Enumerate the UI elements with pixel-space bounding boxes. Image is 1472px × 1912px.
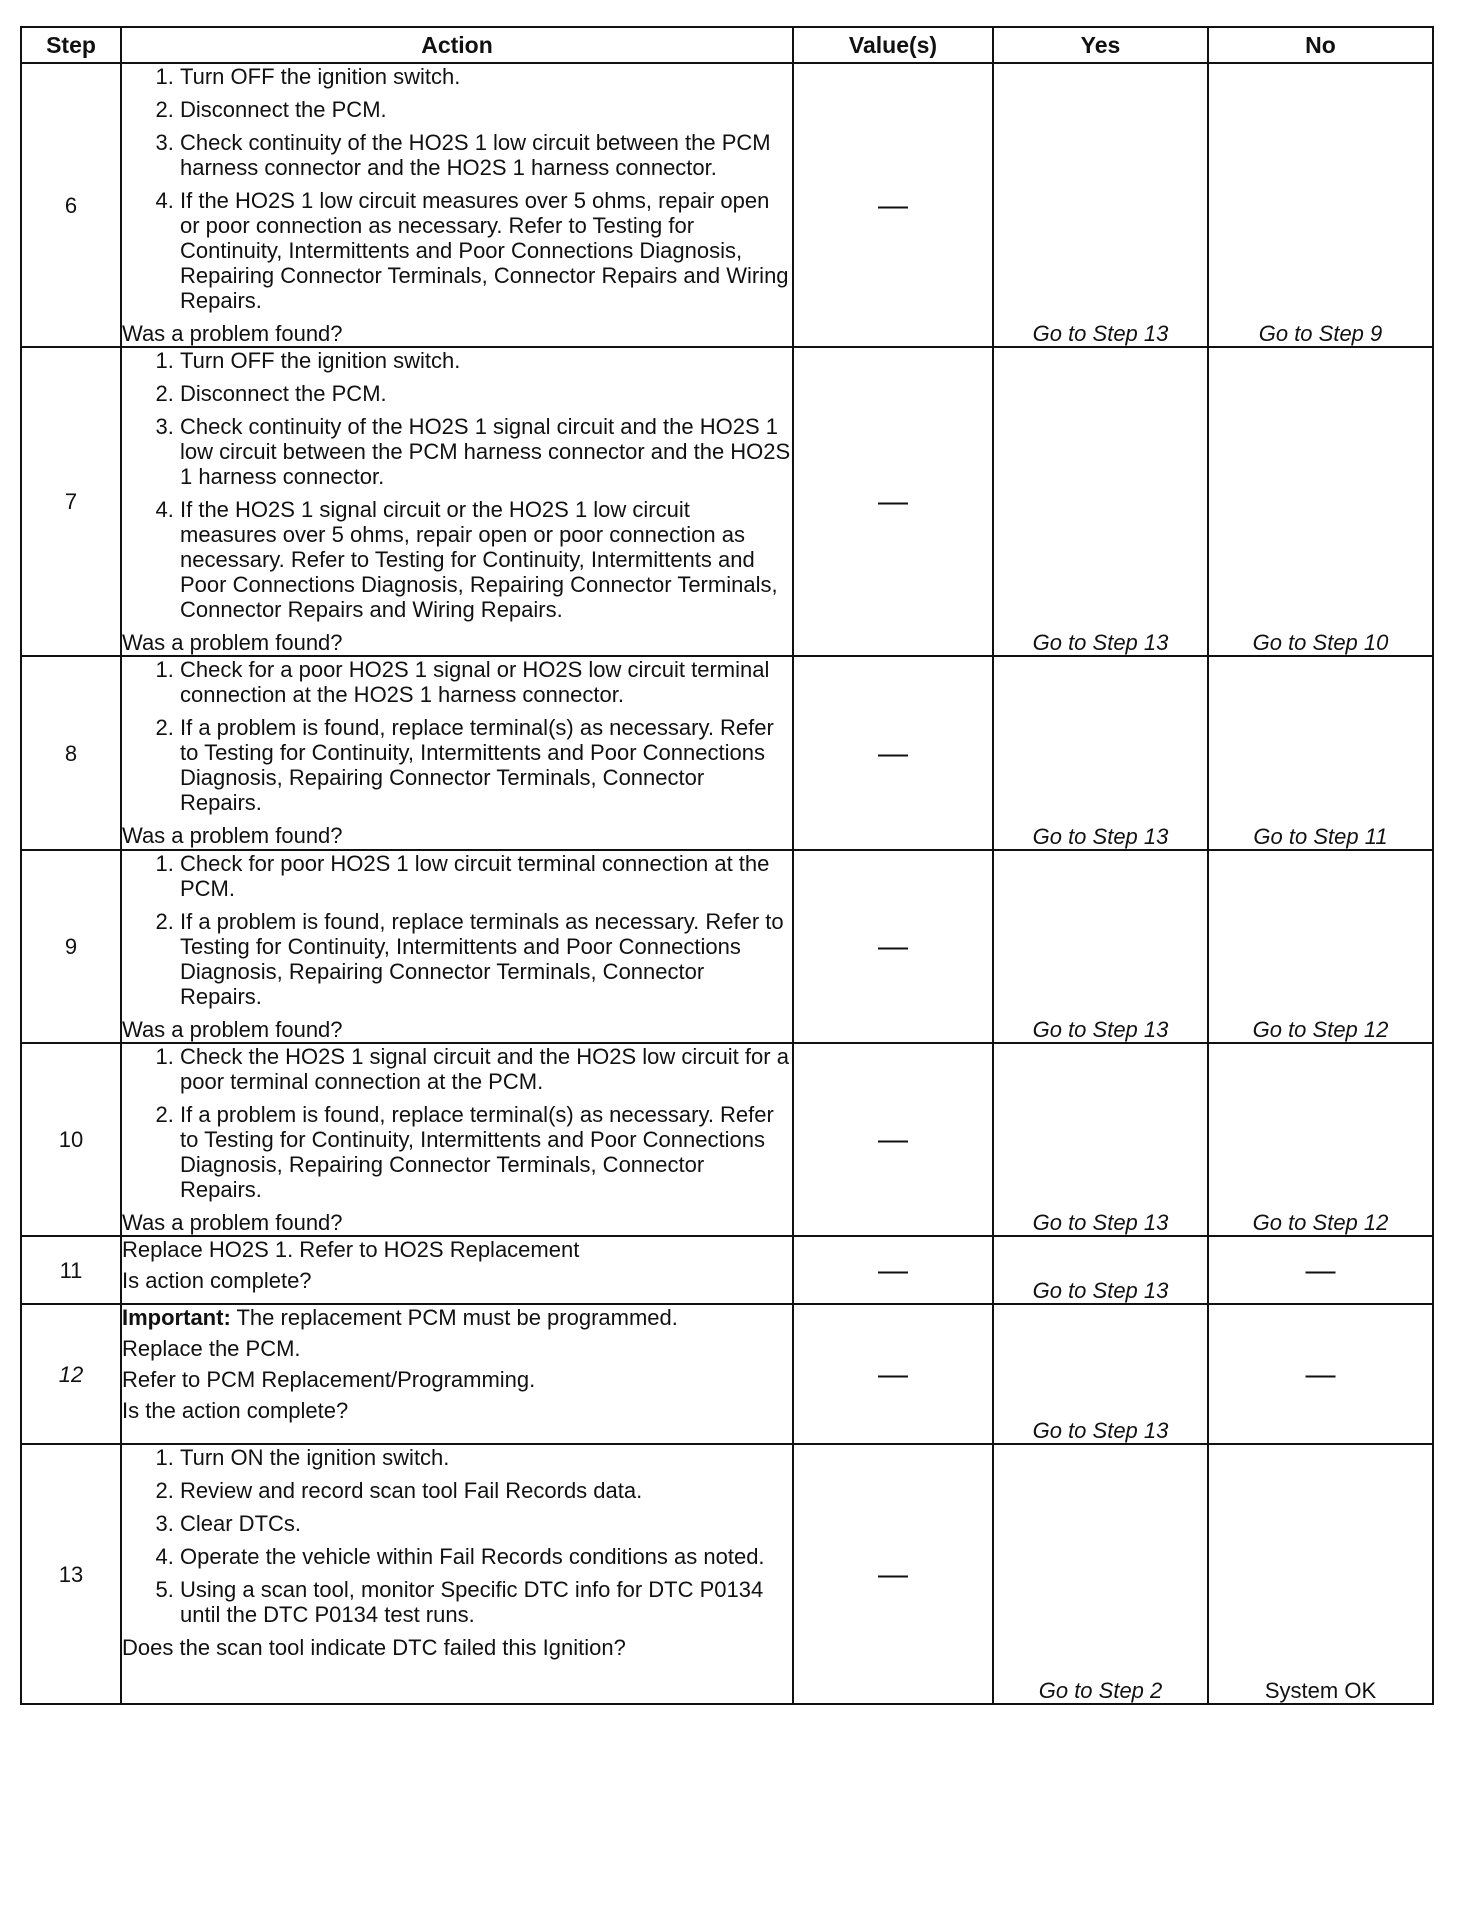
important-note	[122, 1305, 792, 1330]
step-number: 9	[21, 850, 121, 1043]
header-action: Action	[121, 27, 793, 63]
header-step: Step	[21, 27, 121, 63]
table-row-step-7	[21, 347, 1433, 656]
list-item: 4. If the HO2S 1 signal circuit or the HO2S 1 low circuit measures over 5 ohms, repair open or poor connection as necessary. Refer to Testing for Continuity, Intermittents and Poor Connections Diagnosis, Repairing Connector Terminals, Connector Repairs and Wiring Repairs.	[180, 497, 792, 622]
important-text: The replacement PCM must be programmed.	[230, 1305, 678, 1330]
action-list	[122, 1044, 792, 1202]
question-text: Was a problem found?	[122, 1017, 343, 1042]
no-link: Go to Step 10	[1252, 630, 1389, 655]
action-list	[122, 64, 792, 313]
question-text: Was a problem found?	[122, 823, 343, 848]
no-cell	[1208, 850, 1433, 1043]
question-text: Was a problem found?	[122, 1210, 343, 1235]
action-reference: Refer to PCM Replacement/Programming.	[122, 1367, 536, 1392]
yes-cell	[993, 1236, 1208, 1304]
step-number: 8	[21, 656, 121, 850]
step-number: 12	[21, 1304, 121, 1444]
no-cell	[1208, 347, 1433, 656]
no-cell	[1208, 1444, 1433, 1704]
table-row-step-9	[21, 850, 1433, 1043]
value-cell: —	[793, 1236, 993, 1304]
header-row	[21, 27, 1433, 63]
list-item: 1. Turn OFF the ignition switch.	[180, 64, 792, 89]
value-cell: —	[793, 1043, 993, 1236]
header-yes: Yes	[993, 27, 1208, 63]
yes-cell	[993, 347, 1208, 656]
no-link: Go to Step 11	[1253, 824, 1388, 849]
value-cell: —	[793, 1444, 993, 1704]
table-row-step-13	[21, 1444, 1433, 1704]
list-item: 2. If a problem is found, replace terminal(s) as necessary. Refer to Testing for Continuity, Intermittents and Poor Connections Diagnosis, Repairing Connector Terminals, Connector Repairs.	[180, 1102, 792, 1202]
yes-cell	[993, 1043, 1208, 1236]
value-cell: —	[793, 850, 993, 1043]
yes-cell	[993, 63, 1208, 347]
no-cell	[1208, 63, 1433, 347]
step-number: 11	[21, 1236, 121, 1304]
list-item: 1. Check for a poor HO2S 1 signal or HO2S low circuit terminal connection at the HO2S 1 harness connector.	[180, 657, 792, 707]
action-cell	[121, 1236, 793, 1304]
yes-cell	[993, 1304, 1208, 1444]
question-text: Is action complete?	[122, 1268, 312, 1293]
action-cell	[121, 63, 793, 347]
action-list	[122, 348, 792, 622]
no-link: Go to Step 9	[1258, 321, 1383, 346]
yes-cell	[993, 656, 1208, 850]
yes-link: Go to Step 13	[1032, 1278, 1169, 1303]
no-cell	[1208, 1304, 1433, 1444]
action-text: Replace the PCM.	[122, 1336, 301, 1361]
action-list	[122, 657, 792, 815]
step-number: 6	[21, 63, 121, 347]
step-number: 7	[21, 347, 121, 656]
question-text: Does the scan tool indicate DTC failed this Ignition?	[122, 1635, 626, 1660]
yes-link: Go to Step 13	[1032, 1418, 1169, 1443]
yes-cell	[993, 850, 1208, 1043]
list-item: 2. If a problem is found, replace terminal(s) as necessary. Refer to Testing for Continuity, Intermittents and Poor Connections Diagnosis, Repairing Connector Terminals, Connector Repairs.	[180, 715, 792, 815]
yes-link: Go to Step 13	[1032, 1210, 1169, 1235]
value-cell: —	[793, 347, 993, 656]
list-item: 3. Clear DTCs.	[180, 1511, 792, 1536]
action-cell	[121, 347, 793, 656]
list-item: 2. Disconnect the PCM.	[180, 97, 792, 122]
yes-cell	[993, 1444, 1208, 1704]
action-text: Replace HO2S 1. Refer to HO2S Replacement	[122, 1237, 580, 1262]
yes-link: Go to Step 13	[1032, 824, 1169, 849]
list-item: 4. If the HO2S 1 low circuit measures over 5 ohms, repair open or poor connection as necessary. Refer to Testing for Continuity, Intermittents and Poor Connections Diagnosis, Repairing Connector Terminals, Connector Repairs and Wiring Repairs.	[180, 188, 792, 313]
question-text: Is the action complete?	[122, 1398, 349, 1423]
table-row-step-10	[21, 1043, 1433, 1236]
no-cell	[1208, 1043, 1433, 1236]
action-cell	[121, 1043, 793, 1236]
step-number: 13	[21, 1444, 121, 1704]
value-cell: —	[793, 1304, 993, 1444]
list-item: 1. Turn ON the ignition switch.	[180, 1445, 792, 1470]
yes-link: Go to Step 13	[1032, 630, 1169, 655]
list-item: 5. Using a scan tool, monitor Specific DTC info for DTC P0134 until the DTC P0134 test runs.	[180, 1577, 792, 1627]
table-row-step-6	[21, 63, 1433, 347]
header-values: Value(s)	[793, 27, 993, 63]
question-text: Was a problem found?	[122, 630, 343, 655]
step-number: 10	[21, 1043, 121, 1236]
yes-link: Go to Step 2	[1038, 1678, 1163, 1703]
value-cell: —	[793, 63, 993, 347]
no-link: Go to Step 12	[1252, 1017, 1389, 1042]
table-row-step-12	[21, 1304, 1433, 1444]
diagnostic-table	[20, 26, 1434, 1705]
action-list	[122, 1445, 792, 1627]
no-cell	[1208, 1236, 1433, 1304]
list-item: 2. Review and record scan tool Fail Records data.	[180, 1478, 792, 1503]
important-label: Important:	[122, 1305, 231, 1330]
action-cell	[121, 1304, 793, 1444]
question-text: Was a problem found?	[122, 321, 343, 346]
table-row-step-11	[21, 1236, 1433, 1304]
action-cell	[121, 1444, 793, 1704]
no-cell	[1208, 656, 1433, 850]
no-result: System OK	[1264, 1678, 1377, 1703]
action-list	[122, 851, 792, 1009]
list-item: 3. Check continuity of the HO2S 1 low circuit between the PCM harness connector and the HO2S 1 harness connector.	[180, 130, 792, 180]
list-item: 3. Check continuity of the HO2S 1 signal circuit and the HO2S 1 low circuit between the PCM harness connector and the HO2S 1 harness connector.	[180, 414, 792, 489]
no-value: —	[1305, 1357, 1336, 1391]
list-item: 1. Check for poor HO2S 1 low circuit terminal connection at the PCM.	[180, 851, 792, 901]
list-item: 2. If a problem is found, replace terminals as necessary. Refer to Testing for Continuity, Intermittents and Poor Connections Diagnosis, Repairing Connector Terminals, Connector Repairs.	[180, 909, 792, 1009]
table-row-step-8	[21, 656, 1433, 850]
yes-link: Go to Step 13	[1032, 1017, 1169, 1042]
no-link: Go to Step 12	[1252, 1210, 1389, 1235]
list-item: 1. Turn OFF the ignition switch.	[180, 348, 792, 373]
yes-link: Go to Step 13	[1032, 321, 1169, 346]
list-item: 2. Disconnect the PCM.	[180, 381, 792, 406]
list-item: 1. Check the HO2S 1 signal circuit and the HO2S low circuit for a poor terminal connection at the PCM.	[180, 1044, 792, 1094]
header-no: No	[1208, 27, 1433, 63]
list-item: 4. Operate the vehicle within Fail Records conditions as noted.	[180, 1544, 792, 1569]
action-cell	[121, 850, 793, 1043]
action-cell	[121, 656, 793, 850]
value-cell: —	[793, 656, 993, 850]
no-value: —	[1305, 1253, 1336, 1287]
